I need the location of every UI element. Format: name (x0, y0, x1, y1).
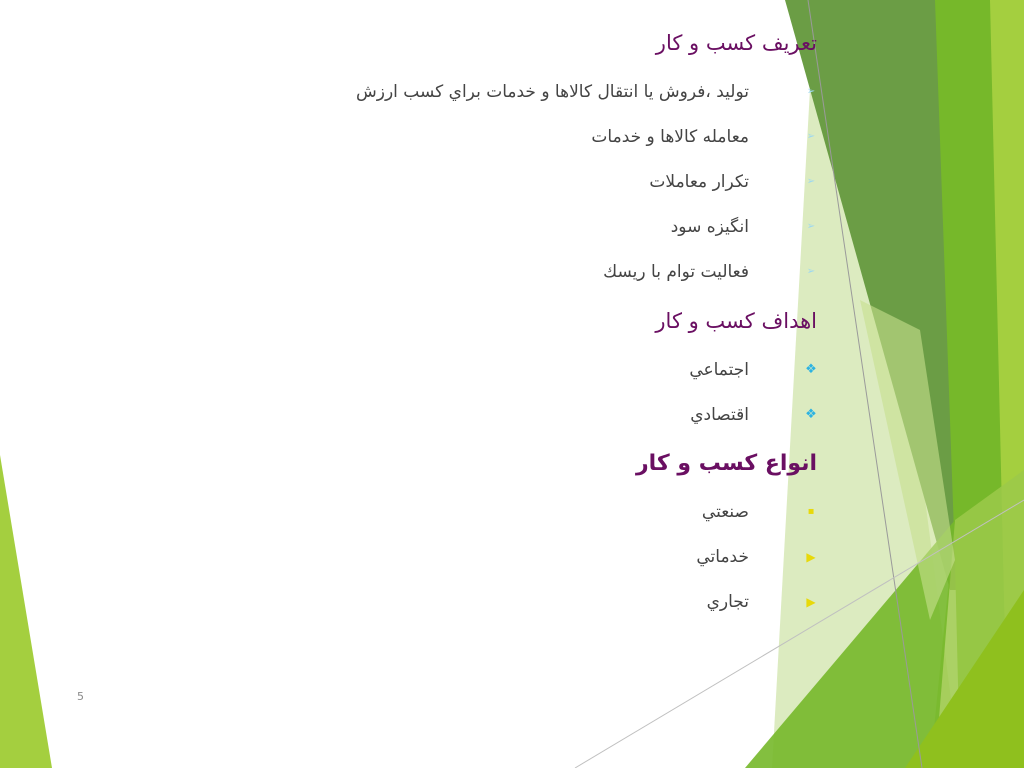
list-item: فعاليت توام با ريسك (603, 262, 749, 282)
section-heading-types: انواع كسب و كار (635, 451, 817, 476)
diamond-bullet-icon: ❖ (805, 407, 817, 422)
triangle-bullet-icon: ▶ (806, 595, 816, 609)
diamond-bullet-icon: ❖ (805, 362, 817, 377)
arrowhead-bullet-icon: ➢ (806, 176, 816, 187)
arrowhead-bullet-icon: ➢ (806, 221, 816, 232)
list-item: خدماتي (696, 547, 749, 567)
arrowhead-bullet-icon: ➢ (806, 266, 816, 277)
list-item: اجتماعي (689, 360, 749, 380)
list-item: توليد ،فروش يا انتقال كالاها و خدمات براي كسب ارزش (356, 82, 749, 102)
list-item: صنعتي (701, 502, 749, 522)
list-item: معامله كالاها و خدمات (591, 127, 749, 147)
list-item: انگيزه سود (670, 217, 749, 237)
list-item: اقتصادي (690, 405, 749, 425)
triangle-bullet-icon: ▶ (806, 550, 816, 564)
list-item: تجاري (706, 592, 749, 612)
arrowhead-bullet-icon: ➢ (806, 86, 816, 97)
list-item: تكرار معاملات (649, 172, 749, 192)
arrowhead-bullet-icon: ➢ (806, 131, 816, 142)
page-number: 5 (77, 690, 84, 703)
section-heading-goals: اهداف كسب و كار (655, 309, 817, 333)
dot-bullet-icon: ▪ (807, 506, 815, 517)
section-heading-definition: تعريف كسب و كار (655, 31, 817, 55)
